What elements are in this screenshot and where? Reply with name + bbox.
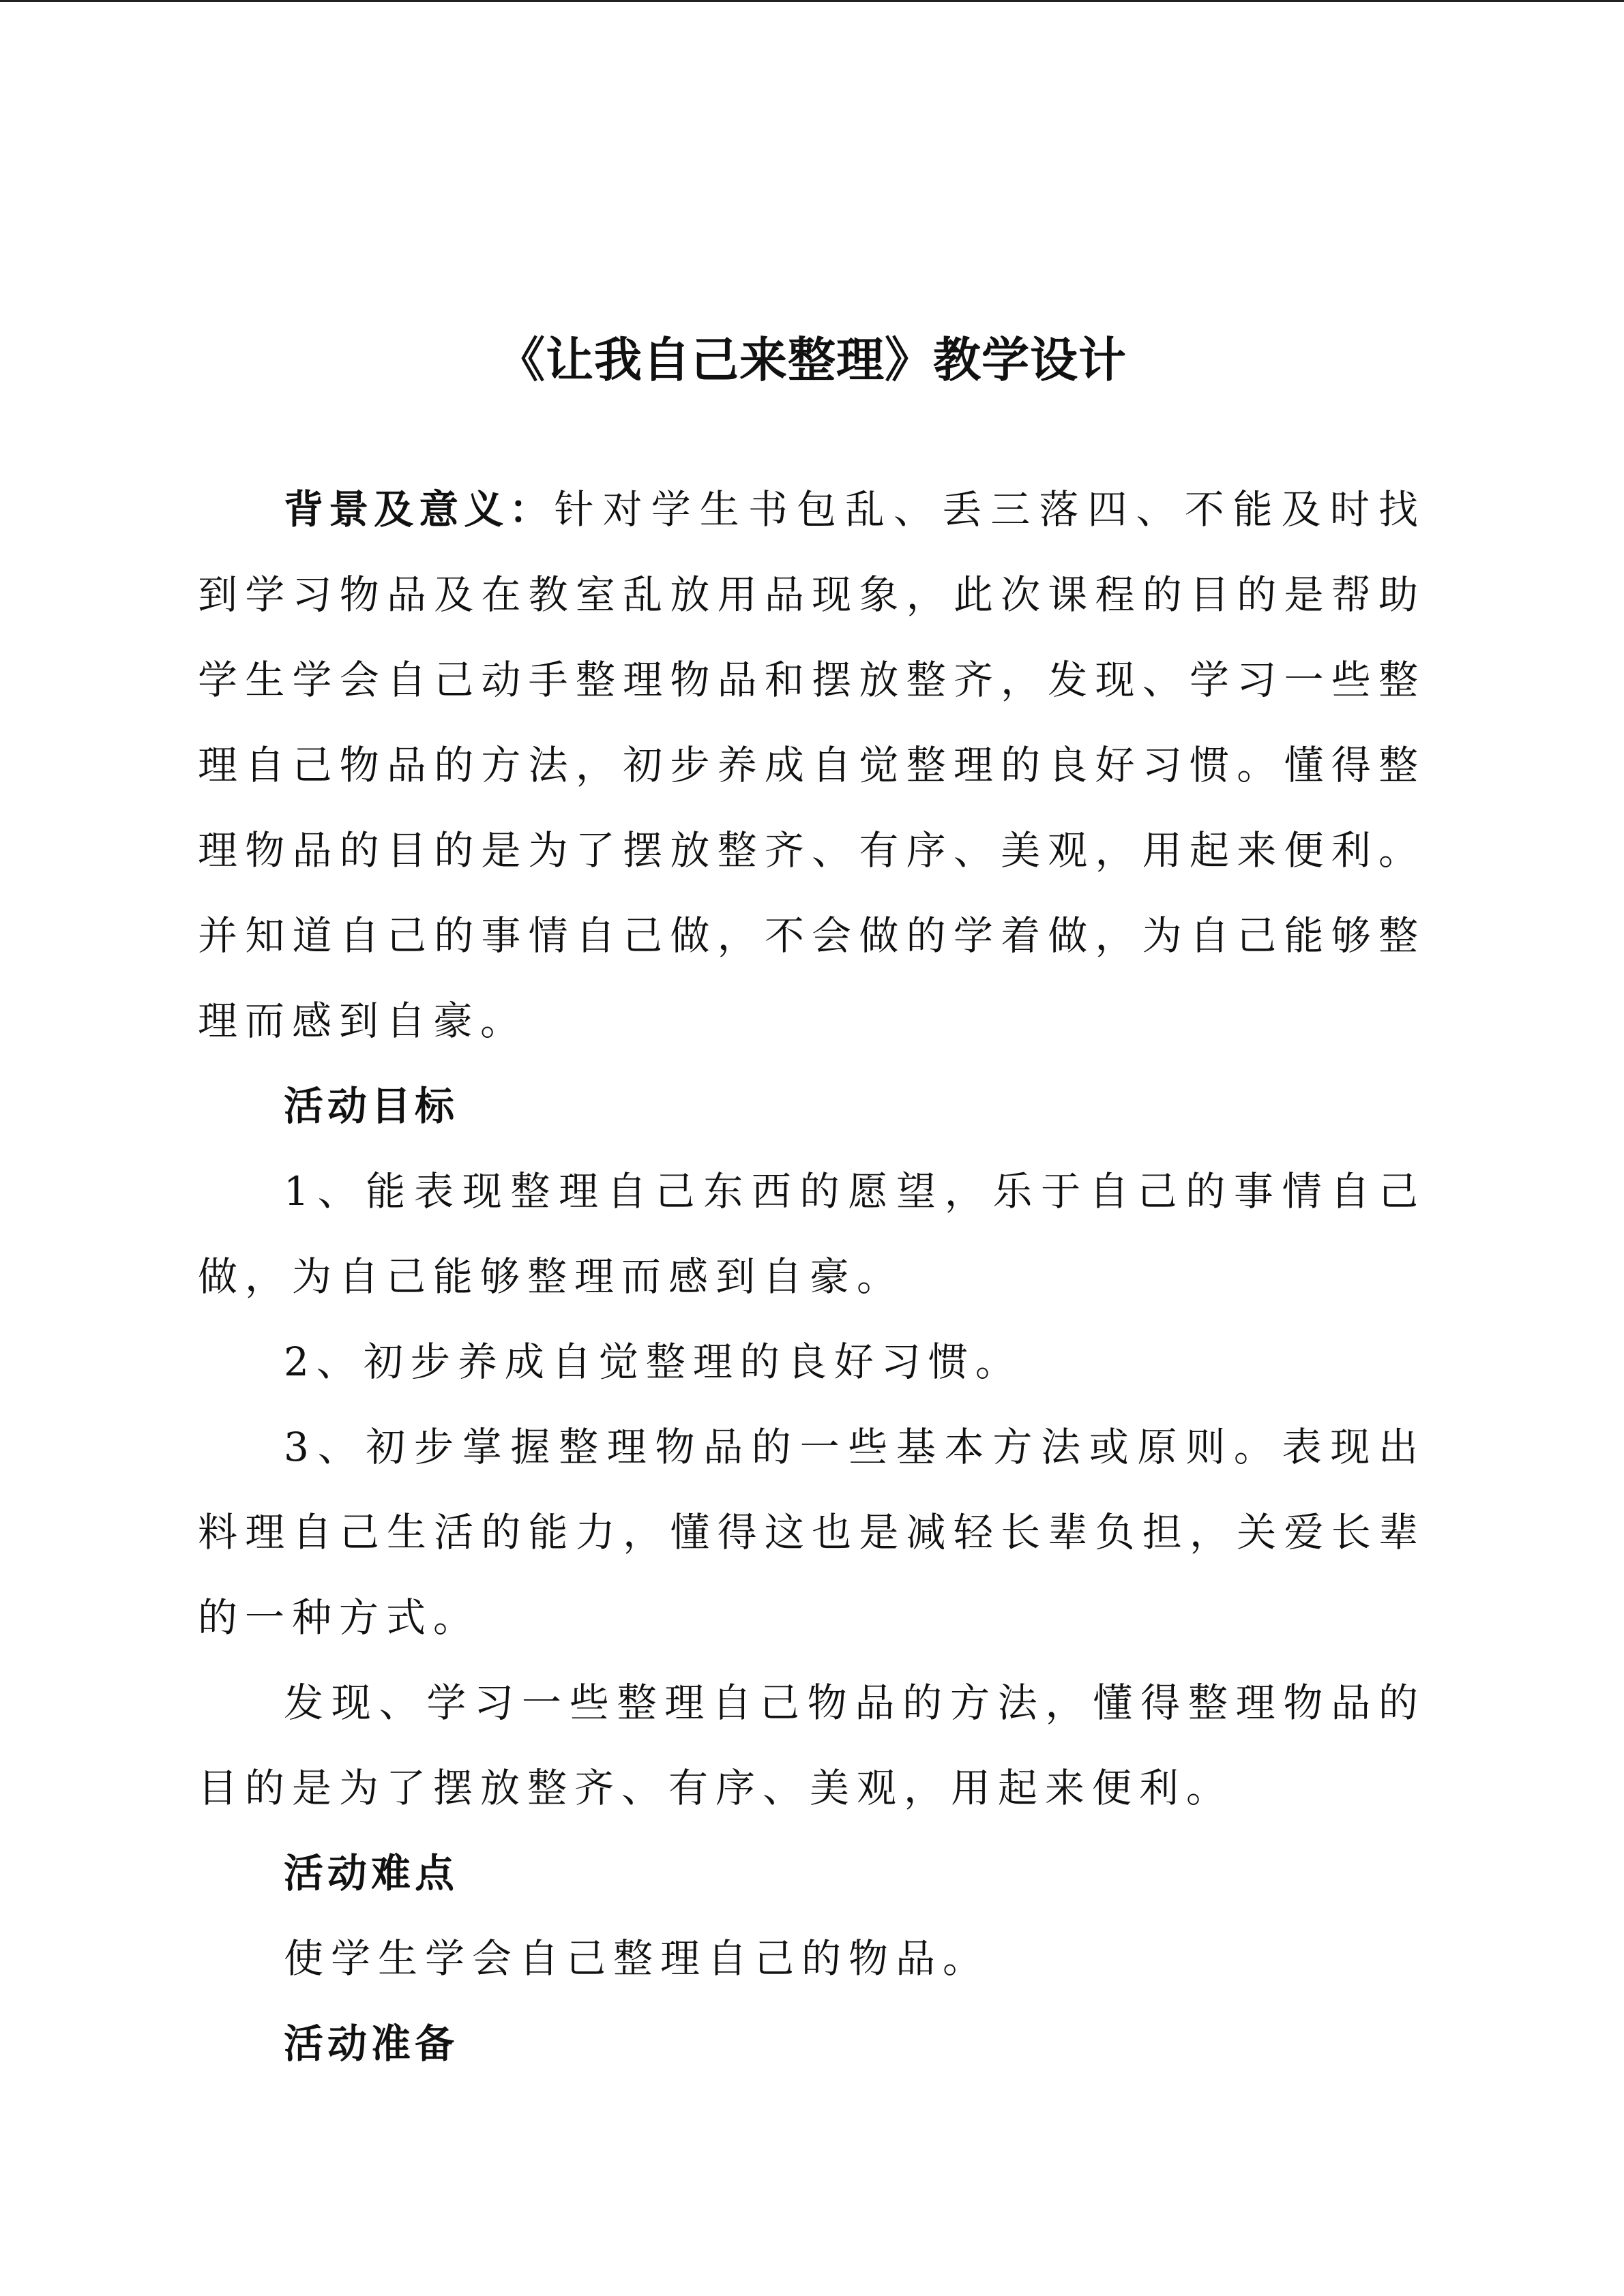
document-body <box>198 467 1426 2087</box>
objective-item-3: 3、初步掌握整理物品的一些基本方法或原则。表现出料理自己生活的能力，懂得这也是减轻长辈负担，关爱长辈的一种方式。 <box>198 1424 1426 1641</box>
page-top-border <box>0 0 1624 2</box>
objective-item-1: 1、能表现整理自己东西的愿望，乐于自己的事情自己做，为自己能够整理而感到自豪。 <box>198 1168 1426 1300</box>
objectives-summary: 发现、学习一些整理自己物品的方法，懂得整理物品的目的是为了摆放整齐、有序、美观，用起来便利。 <box>198 1680 1426 1811</box>
difficulty-heading: 活动难点 <box>284 1850 459 1896</box>
background-text: 针对学生书包乱、丢三落四、不能及时找到学习物品及在教室乱放用品现象，此次课程的目的是帮助学生学会自己动手整理物品和摆放整齐，发现、学习一些整理自己物品的方法，初步养成自觉整理的良好习惯。懂得整理物品的目的是为了摆放整齐、有序、美观，用起来便利。并知道自己的事情自己做，不会做的学着做，为自己能够整理而感到自豪。 <box>198 486 1426 1044</box>
background-label: 背景及意义： <box>284 486 555 533</box>
objectives-heading: 活动目标 <box>284 1083 459 1129</box>
background-paragraph <box>198 467 1426 1064</box>
objective-item-2: 2、初步养成自觉整理的良好习惯。 <box>284 1339 1022 1385</box>
document-title: 《让我自己来整理》教学设计 <box>497 331 1127 388</box>
difficulty-text: 使学生学会自己整理自己的物品。 <box>284 1935 990 1982</box>
preparation-heading: 活动准备 <box>284 2021 459 2067</box>
